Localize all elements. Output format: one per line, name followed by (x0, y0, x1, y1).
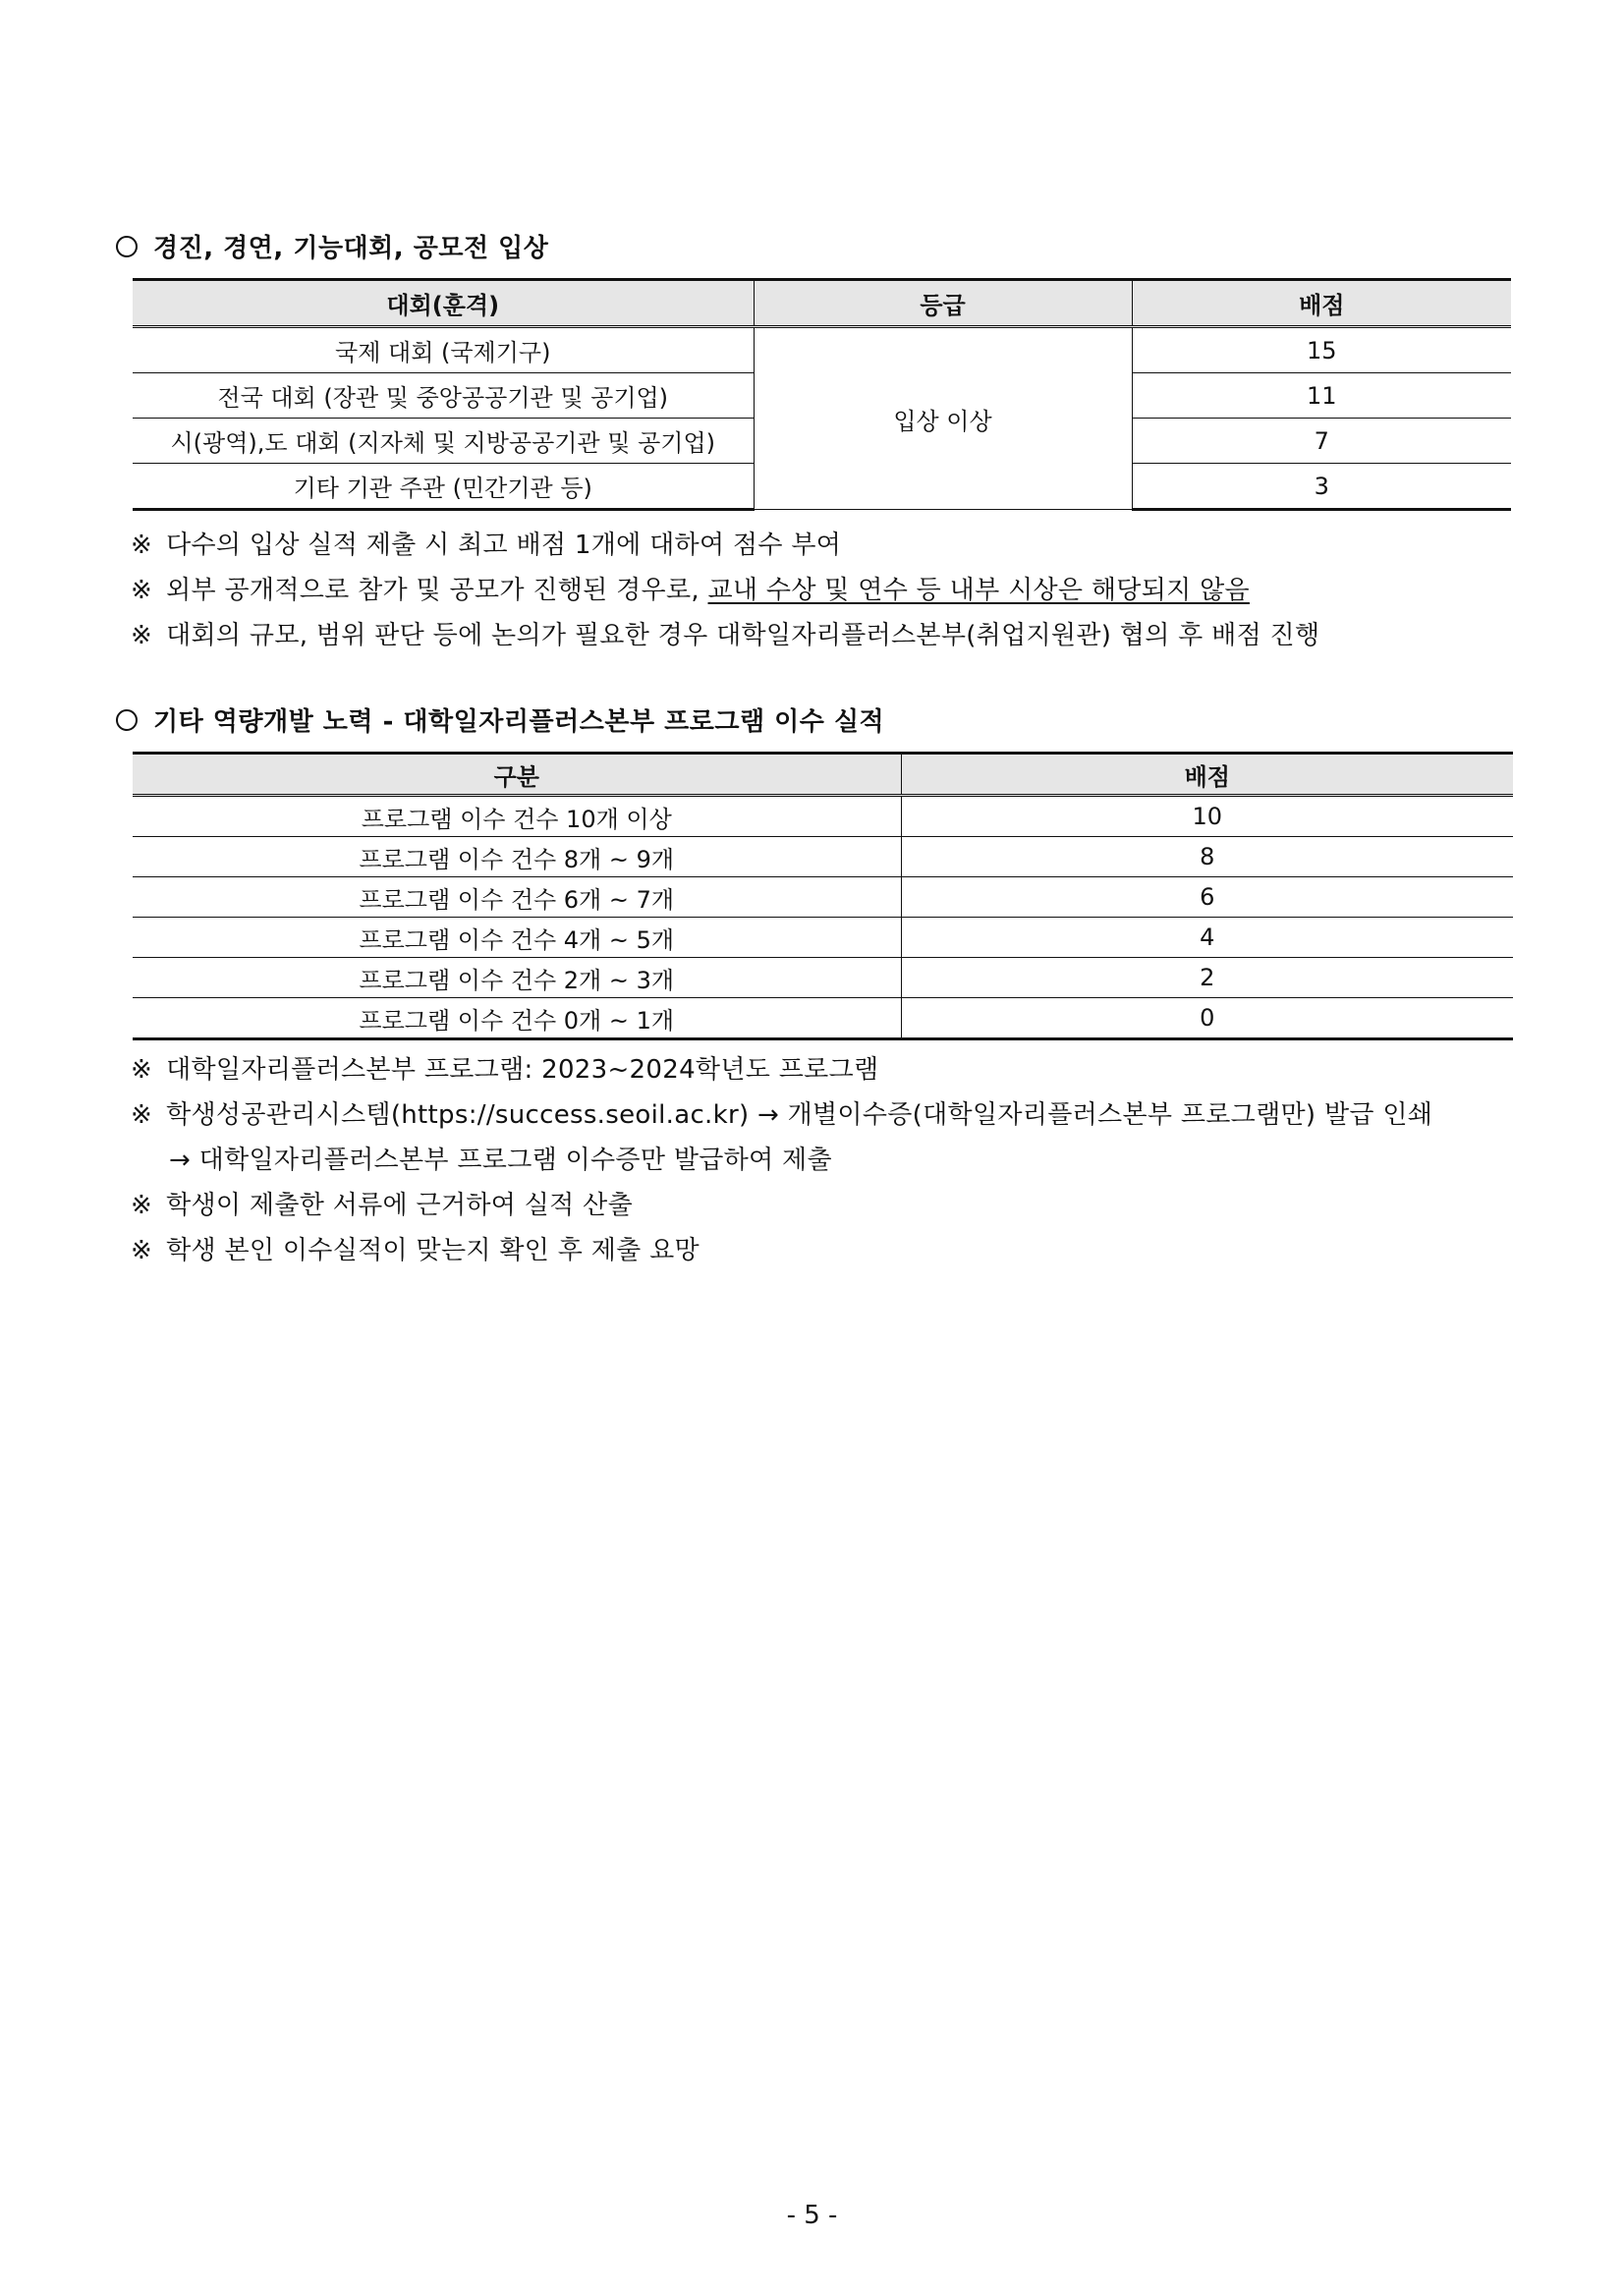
section1-note-2 (131, 570, 1250, 606)
note-text: 다수의 입상 실적 제출 시 최고 배점 1개에 대하여 점수 부여 (166, 531, 842, 560)
section1-title: 경진, 경연, 기능대회, 공모전 입상 (153, 234, 549, 263)
competition-score-table (133, 278, 1511, 511)
score-cell: 11 (1132, 373, 1511, 419)
note-text: 대회의 규모, 범위 판단 등에 논의가 필요한 경우 대학일자리플러스본부(취업지원관) 협의 후 배점 진행 (166, 621, 1320, 650)
note-text: 학생 본인 이수실적이 맞는지 확인 후 제출 요망 (166, 1236, 700, 1265)
grade-cell: 입상 이상 (754, 327, 1132, 510)
section2-note-4 (131, 1230, 700, 1266)
section1-heading (116, 228, 548, 264)
section2-note-3 (131, 1185, 633, 1221)
competition-name: 시(광역),도 대회 (지자체 및 지방공공기관 및 공기업) (133, 419, 754, 464)
reference-mark: ※ (131, 1055, 153, 1085)
note-text: 학생성공관리시스템(https://success.seoil.ac.kr) → 개별이수증(대학일자리플러스본부 프로그램만) 발급 인쇄 (166, 1100, 1433, 1130)
table-row (133, 998, 1513, 1039)
table-row (133, 796, 1513, 837)
score-cell: 8 (901, 837, 1513, 877)
note-text: → 대학일자리플러스본부 프로그램 이수증만 발급하여 제출 (169, 1146, 832, 1175)
table-header-row (133, 280, 1511, 327)
reference-mark: ※ (131, 1100, 153, 1130)
program-score-table (133, 752, 1513, 1040)
section2-note-2 (131, 1094, 1432, 1131)
header-category: 구분 (133, 754, 901, 796)
score-cell: 6 (901, 877, 1513, 918)
score-cell: 15 (1132, 327, 1511, 373)
program-count: 프로그램 이수 건수 10개 이상 (133, 796, 901, 837)
table-header-row (133, 754, 1513, 796)
program-count: 프로그램 이수 건수 0개 ~ 1개 (133, 998, 901, 1039)
section1-note-1 (131, 525, 841, 561)
header-grade: 등급 (754, 280, 1132, 327)
table-row (133, 837, 1513, 877)
table-row (133, 958, 1513, 998)
note-text: 대학일자리플러스본부 프로그램: 2023~2024학년도 프로그램 (166, 1055, 879, 1085)
program-count: 프로그램 이수 건수 6개 ~ 7개 (133, 877, 901, 918)
note-underlined-text: 교내 수상 및 연수 등 내부 시상은 해당되지 않음 (707, 576, 1250, 605)
note-text: 외부 공개적으로 참가 및 공모가 진행된 경우로, (166, 576, 708, 605)
note-text: 학생이 제출한 서류에 근거하여 실적 산출 (166, 1191, 633, 1220)
table-row (133, 918, 1513, 958)
reference-mark: ※ (131, 621, 153, 650)
reference-mark: ※ (131, 1236, 153, 1265)
table-row (133, 327, 1511, 373)
header-competition: 대회(훈격) (133, 280, 754, 327)
reference-mark: ※ (131, 531, 153, 560)
program-count: 프로그램 이수 건수 8개 ~ 9개 (133, 837, 901, 877)
score-cell: 4 (901, 918, 1513, 958)
program-count: 프로그램 이수 건수 4개 ~ 5개 (133, 918, 901, 958)
section2-heading (116, 701, 884, 738)
section1-note-3 (131, 615, 1319, 651)
section2-note-1 (131, 1049, 878, 1086)
section2-title: 기타 역량개발 노력 - 대학일자리플러스본부 프로그램 이수 실적 (153, 707, 885, 737)
score-cell: 0 (901, 998, 1513, 1039)
circle-bullet-icon (116, 709, 138, 731)
table-row (133, 877, 1513, 918)
competition-name: 기타 기관 주관 (민간기관 등) (133, 464, 754, 510)
score-cell: 7 (1132, 419, 1511, 464)
score-cell: 2 (901, 958, 1513, 998)
header-score: 배점 (901, 754, 1513, 796)
header-score: 배점 (1132, 280, 1511, 327)
program-count: 프로그램 이수 건수 2개 ~ 3개 (133, 958, 901, 998)
circle-bullet-icon (116, 236, 138, 257)
page-number: - 5 - (786, 2201, 838, 2230)
competition-name: 전국 대회 (장관 및 중앙공공기관 및 공기업) (133, 373, 754, 419)
score-cell: 10 (901, 796, 1513, 837)
reference-mark: ※ (131, 576, 153, 605)
score-cell: 3 (1132, 464, 1511, 510)
section2-note-2-continuation (169, 1140, 832, 1176)
competition-name: 국제 대회 (국제기구) (133, 327, 754, 373)
reference-mark: ※ (131, 1191, 153, 1220)
